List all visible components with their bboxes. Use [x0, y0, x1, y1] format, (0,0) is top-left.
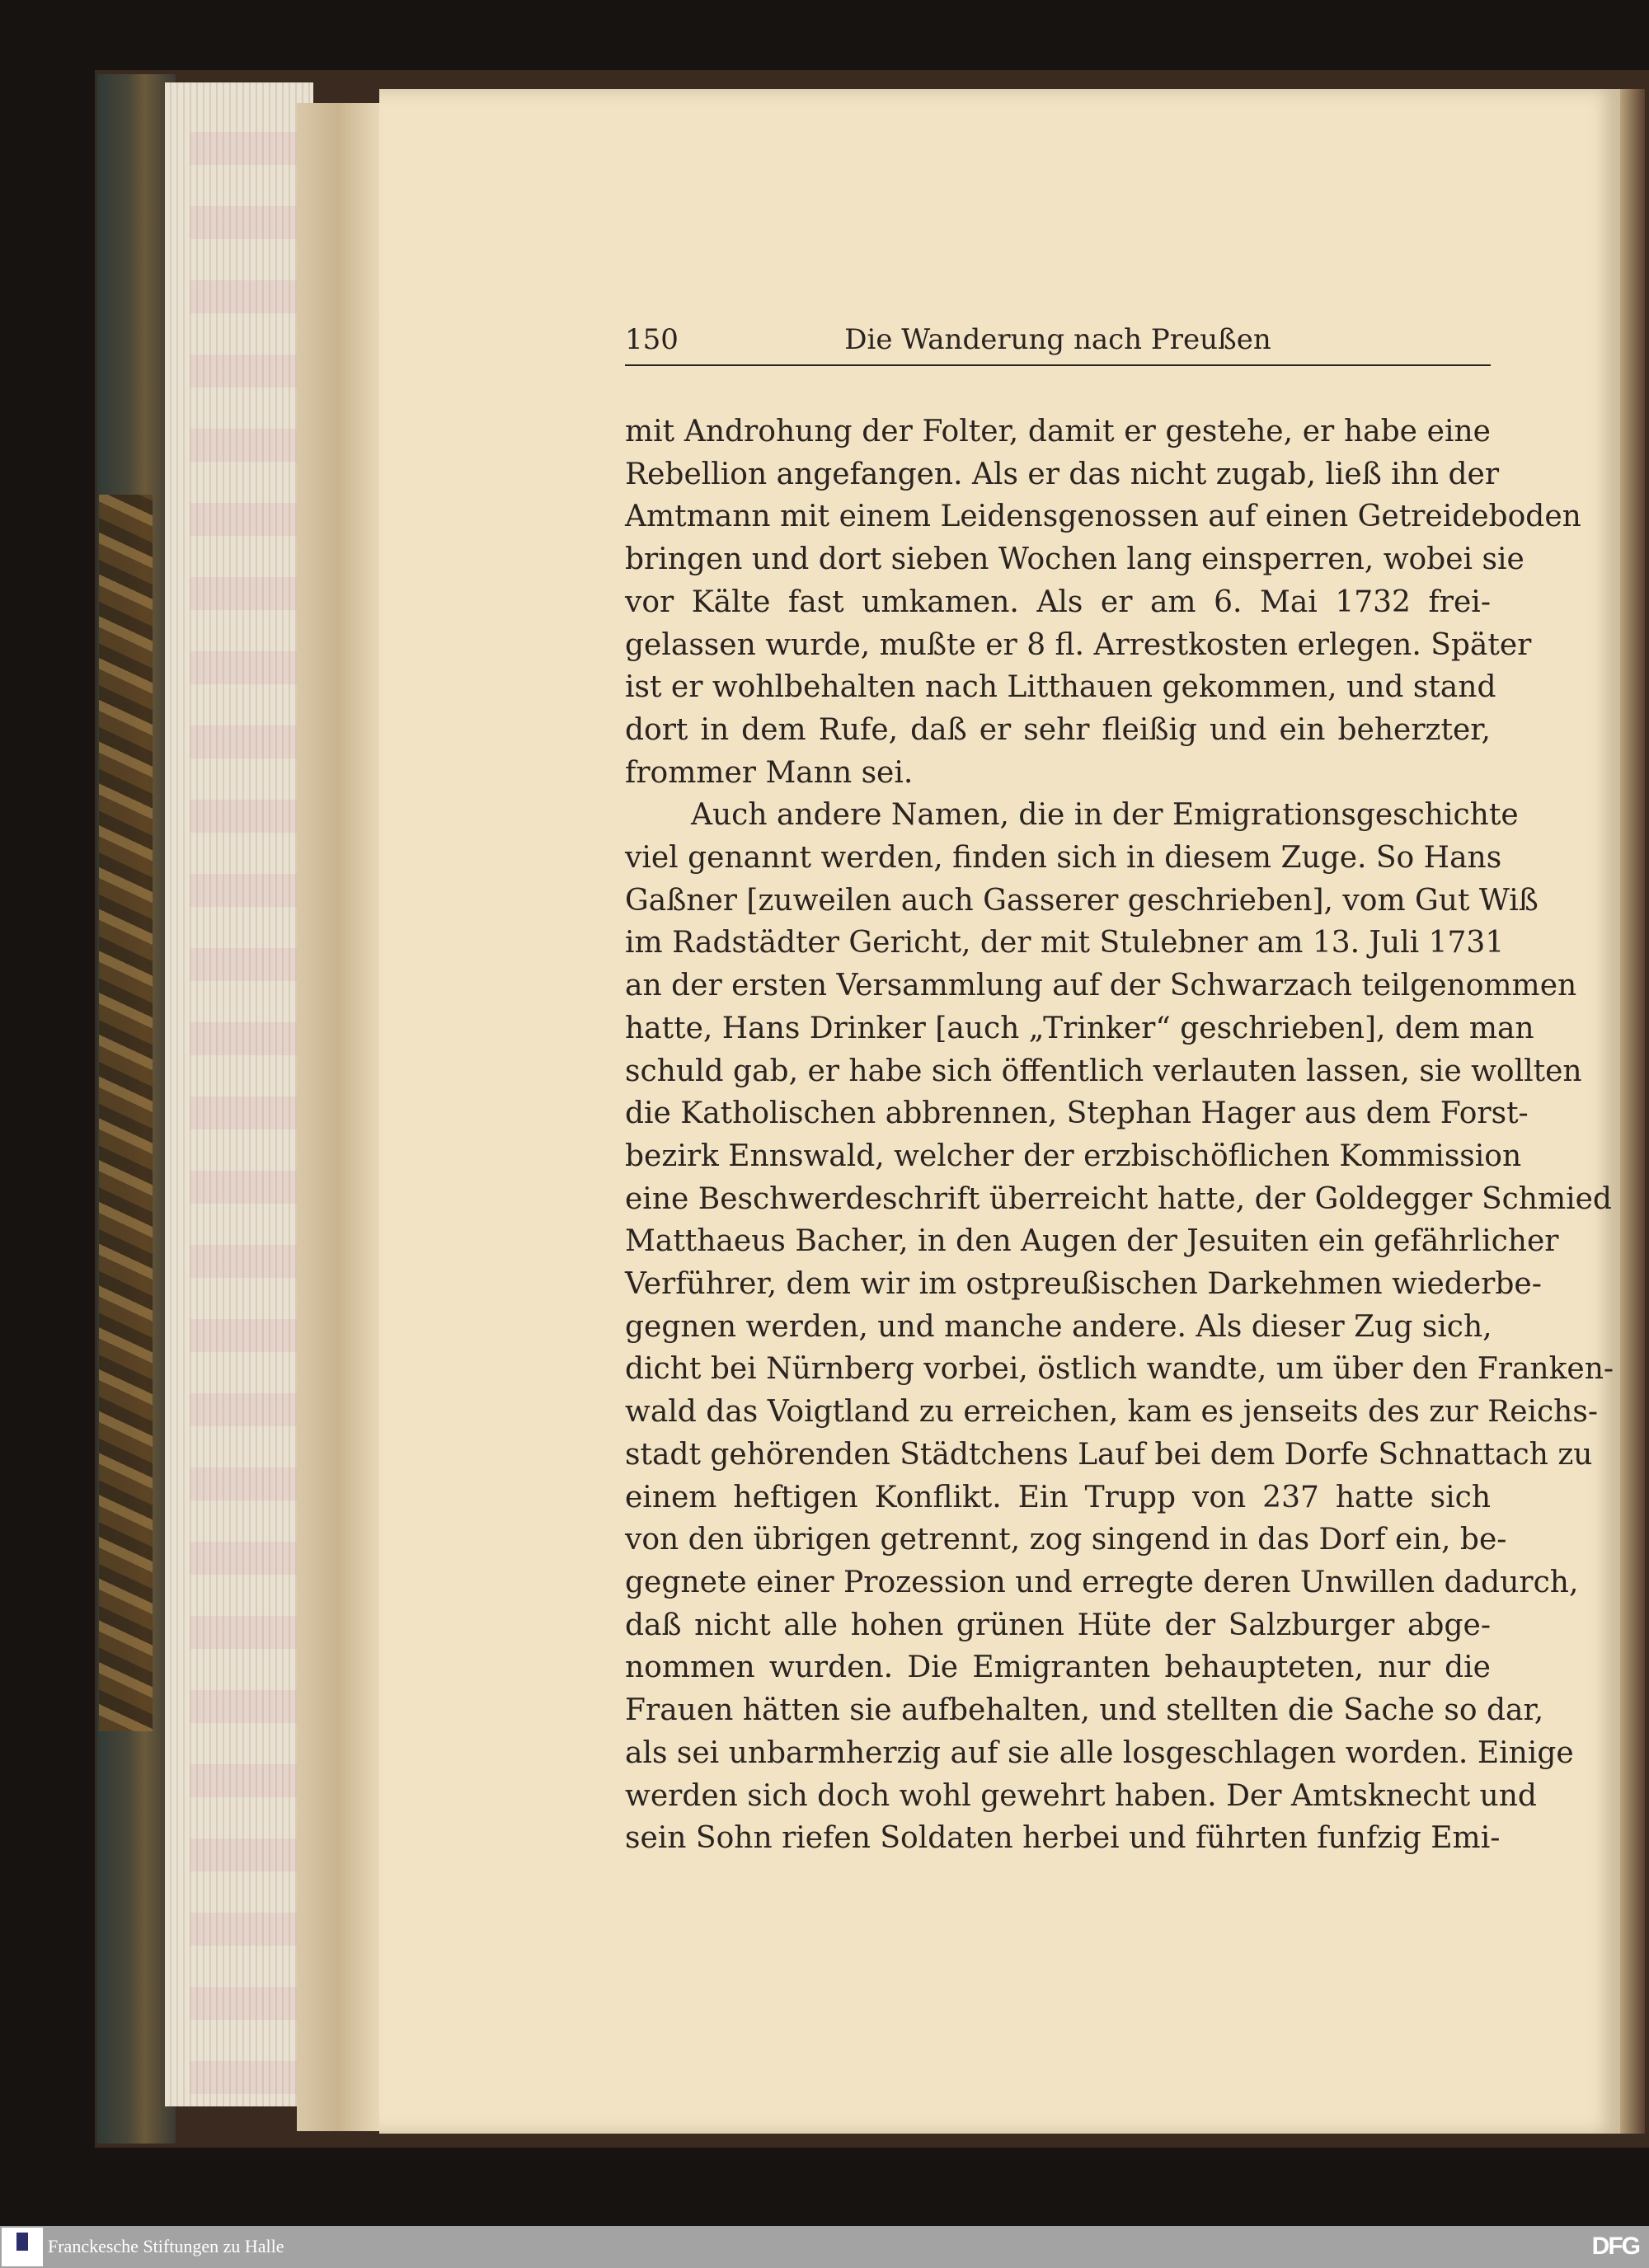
text-line: stadt gehörenden Städtchens Lauf bei dem Dorfe Schnattach zu [625, 1437, 1593, 1472]
text-line: viel genannt werden, finden sich in diesem Zuge. So Hans [625, 841, 1502, 876]
text-line: dort in dem Rufe, daß er sehr fleißig und ein beherzter, [625, 712, 1491, 747]
text-line: daß nicht alle hohen grünen Hüte der Salzburger abge- [625, 1608, 1491, 1642]
text-line: Matthaeus Bacher, in den Augen der Jesuiten ein gefährlicher [625, 1224, 1559, 1259]
text-line: werden sich doch wohl gewehrt haben. Der Amtsknecht und [625, 1778, 1537, 1813]
institution-name: Franckesche Stiftungen zu Halle [48, 2236, 284, 2256]
gutter-shadow [297, 103, 379, 2131]
text-line: Rebellion angefangen. Als er das nicht zugab, ließ ihn der [625, 457, 1500, 491]
text-line: mit Androhung der Folter, damit er gestehe, er habe eine [625, 415, 1491, 448]
text-line: einem heftigen Konflikt. Ein Trupp von 237 hatte sich [625, 1480, 1491, 1514]
text-line: frommer Mann sei. [625, 755, 914, 790]
text-line: gegnen werden, und manche andere. Als dieser Zug sich, [625, 1309, 1492, 1344]
text-line: im Radstädter Gericht, der mit Stulebner am 13. Juli 1731 [625, 926, 1505, 960]
text-line: Verführer, dem wir im ostpreußischen Darkehmen wiederbe- [625, 1267, 1542, 1302]
text-line: an der ersten Versammlung auf der Schwarzach teilgenommen [625, 969, 1577, 1003]
dfg-logo: DFG [1591, 2233, 1639, 2260]
text-line: hatte, Hans Drinker [auch „Trinker“ geschrieben], dem man [625, 1011, 1534, 1045]
logo-mark-icon [16, 2233, 28, 2251]
text-line: Amtmann mit einem Leidensgenossen auf einen Getreideboden [625, 500, 1581, 534]
page-stack-stain [190, 99, 305, 2094]
text-line: Auch andere Namen, die in der Emigrationsgeschichte [691, 798, 1519, 833]
page-right-edge [1620, 89, 1645, 2134]
text-line: bezirk Ennswald, welcher der erzbischöflichen Kommission [625, 1139, 1522, 1173]
text-line: vor Kälte fast umkamen. Als er am 6. Mai 1732 frei- [625, 585, 1491, 619]
text-line: gelassen wurde, mußte er 8 fl. Arrestkosten erlegen. Später [625, 627, 1532, 662]
text-line: bringen und dort sieben Wochen lang einsperren, wobei sie [625, 542, 1525, 577]
page-number: 150 [625, 323, 679, 356]
text-line: die Katholischen abbrennen, Stephan Hager aus dem Forst- [625, 1096, 1529, 1131]
text-line: eine Beschwerdeschrift überreicht hatte, der Goldegger Schmied [625, 1181, 1612, 1216]
marbled-endpaper [99, 495, 153, 1731]
text-line: dicht bei Nürnberg vorbei, östlich wandte, um über den Franken- [625, 1352, 1614, 1387]
body-text [625, 411, 1614, 1860]
text-line: von den übrigen getrennt, zog singend in das Dorf ein, be- [625, 1523, 1507, 1557]
text-line: ist er wohlbehalten nach Litthauen gekommen, und stand [625, 670, 1496, 705]
text-line: sein Sohn riefen Soldaten herbei und führten funfzig Emi- [625, 1821, 1501, 1856]
text-line: Frauen hätten sie aufbehalten, und stellten die Sache so dar, [625, 1693, 1544, 1728]
text-line: nommen wurden. Die Emigranten behaupteten, nur die [625, 1651, 1491, 1685]
text-line: als sei unbarmherzig auf sie alle losgeschlagen worden. Einige [625, 1735, 1574, 1770]
text-line: wald das Voigtland zu erreichen, kam es jenseits des zur Reichs- [625, 1395, 1599, 1430]
institution-logo [2, 2228, 43, 2266]
running-head: Die Wanderung nach Preußen [844, 323, 1271, 356]
page-header [625, 323, 1491, 366]
text-line: gegnete einer Prozession und erregte deren Unwillen dadurch, [625, 1565, 1579, 1599]
text-line: schuld gab, er habe sich öffentlich verlauten lassen, sie wollten [625, 1054, 1582, 1088]
text-line: Gaßner [zuweilen auch Gasserer geschrieben], vom Gut Wiß [625, 883, 1539, 918]
viewer-footer [0, 2226, 1649, 2268]
